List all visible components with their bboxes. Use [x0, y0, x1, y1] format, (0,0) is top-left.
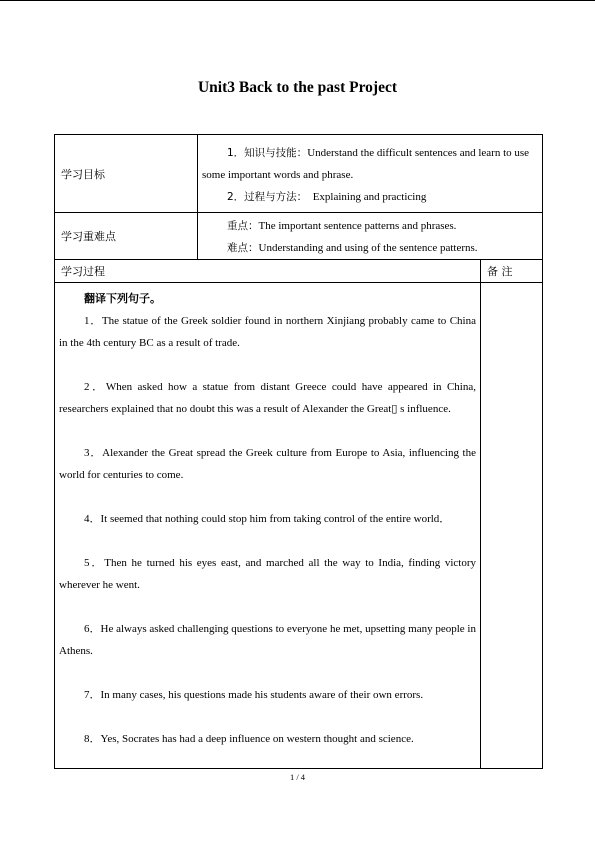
sentence-3: 3．Alexander the Great spread the Greek culture from Europe to Asia, influencing the world for centuries to come. [59, 447, 476, 481]
goals-content [198, 135, 543, 213]
hard-point: 难点：Understanding and using of the sentence patterns. [227, 242, 478, 254]
goal-item-2: 2．过程与方法： Explaining and practicing [227, 191, 427, 203]
difficulties-row [55, 213, 543, 260]
page-title: Unit3 Back to the past Project [197, 79, 398, 96]
sentence-4: 4．It seemed that nothing could stop him from taking control of the entire world． [84, 513, 451, 525]
notes-column [481, 283, 543, 769]
notes-label: 备 注 [481, 260, 543, 283]
difficulties-content [198, 213, 543, 260]
sentence-2: 2．When asked how a statue from distant Greece could have appeared in China, researchers explained that no doubt this was a result of Alexander the Great▯ s influence. [59, 381, 476, 415]
sentence-8: 8．Yes, Socrates has had a deep influence on western thought and science. [84, 733, 414, 745]
process-content [55, 283, 481, 769]
sentence-1: 1．The statue of the Greek soldier found in northern Xinjiang probably came to China in the 4th century BC as a result of trade. [59, 315, 476, 349]
process-label: 学习过程 [55, 260, 481, 283]
page-number: 1 / 4 [289, 772, 306, 782]
process-header-row [55, 260, 543, 283]
difficulties-label: 学习重难点 [55, 213, 198, 260]
lesson-plan-table [54, 134, 543, 769]
sentence-6: 6．He always asked challenging questions to everyone he met, upsetting many people in Athens. [59, 623, 476, 657]
process-body-row [55, 283, 543, 769]
goal-item-1: 1．知识与技能：Understand the difficult sentences and learn to use some important words and phrase. [202, 147, 530, 181]
goals-label: 学习目标 [55, 135, 198, 213]
key-point: 重点：The important sentence patterns and phrases. [227, 220, 457, 232]
sentence-5: 5．Then he turned his eyes east, and marched all the way to India, finding victory wherever he went. [59, 557, 476, 591]
sentence-7: 7．In many cases, his questions made his students aware of their own errors. [84, 689, 424, 701]
instruction-heading: 翻译下列句子。 [84, 292, 161, 305]
goals-row [55, 135, 543, 213]
top-border-line [0, 0, 595, 1]
